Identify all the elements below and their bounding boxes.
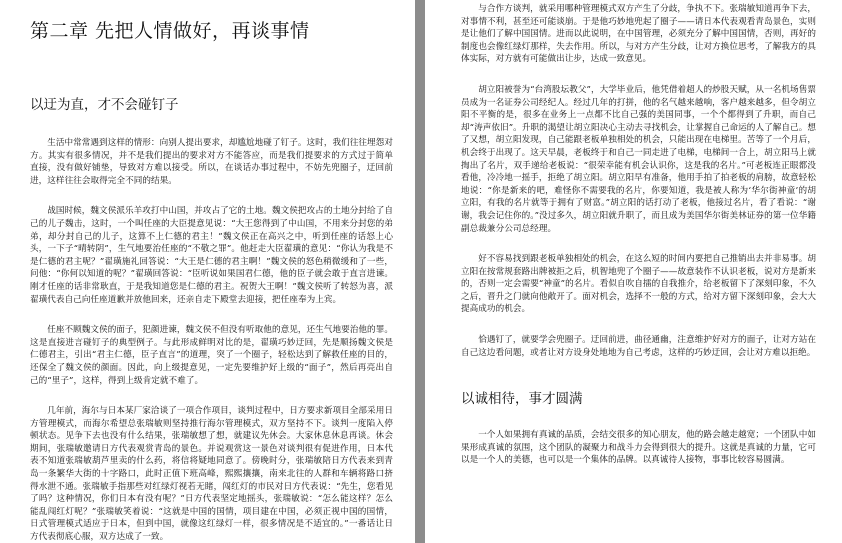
section-title: 以诚相待，事才圆满	[461, 391, 583, 408]
paragraph: 生活中常常遇到这样的情形：向别人提出要求，却尴尬地碰了钉子。这时，我们往往埋怨对方。其实有很多情况，并不是我们提出的要求对方不能答应，而是我们提要求的方式过于简单直接，没有做好铺垫，导致对方难以接受。所以，在谈话办事过程中，不妨先兜圈子，迂回前进，这样往往会取得完全不同的结果。	[30, 138, 393, 186]
paragraph: 恰遇钉了，就要学会兜圈子。迂回前进，曲径通幽，注意维护好对方的面子，让对方站在自己这边看问题，或者让对方设身处地地为自己考虑，这样的巧妙迂回，会让对方难以拒绝。	[461, 335, 816, 358]
right-page	[425, 0, 842, 543]
paragraph: 战国时候，魏文侯派乐羊攻打中山国，并攻占了它的土地。魏文侯把攻占的土地分封给了自己的儿子魏击，这时，一个叫任座的大臣提意见说：“大王您得到了中山国，不用来分封您的弟弟，却分封自己的儿子，这算不上仁德的君主！”魏文侯正在高兴之中，听到任座的话怒上心头，一下子“晴转阴”，生气地要治任座的“不敬之罪”。他赶走大臣翟璜的意见：“你认为我是不是仁德的君主呢？”翟璜施礼回答说：“大王是仁德的君主啊！”魏文侯的怒色稍微缓和了一些，问他：“你何以知道的呢？”翟璜回答说：“臣听说如果国君仁德，他的臣子就会敢于直言进谏。刚才任座的话非常耿直，于是我知道您是仁德的君主。祝贺大王啊！”魏文侯听了转怒为喜，派翟璜代表自己向任座道歉并放他回来，还亲自走下殿堂去迎接，把任座奉为上宾。	[30, 206, 393, 305]
paragraph: 与合作方谈判，就采用哪种管理模式双方产生了分歧，争执不下。张瑞敏知道再争下去，对事情不利，甚至还可能谈崩。于是他巧妙地兜起了圈子——请日本代表观看青岛景色，实则是让他们了解中国国情。进而以此说明，在中国管理，必须充分了解中国国情，否则，再好的制度也会像红绿灯那样，失去作用。所以，与对方产生分歧，让对方换位思考，了解我方的具体实际，对方就有可能做出让步，达成一致意见。	[461, 4, 816, 65]
paragraph: 胡立阳被誉为“台湾股坛教父”，大学毕业后，他凭借着超人的炒股天赋，从一名机场售票员成为一名证券公司经纪人。经过几年的打拼，他的名气越来越响，客户越来越多，但令胡立阳不平衡的是，很多在业务上一点都不比自己强的美国同事，一个个都得到了升职，而自己却“涛声依旧”。升职的渴望让胡立阳决心主动去寻找机会，让掌握自己命运的人了解自己。想了又想，胡立阳发现，自己能跟老板单独相处的机会，只能出现在电梯里。苦等了一个月后，机会终于出现了。这天早晨，老板终于和自己一同走进了电梯，电梯间一合上，胡立阳马上就掏出了名片，双手递给老板说：“很荣幸能有机会认识你，这是我的名片。”可老板连正眼都没看他，冷冷地一摇手，拒绝了胡立阳。胡立阳早有准备，他用手拍了拍老板的肩膀，故意轻松地说：“你是新来的吧，难怪你不需要我的名片，你要知道，我是被人称为‘华尔街神童’的胡立阳，有我的名片就等于拥有了财富。”胡立阳的话打动了老板，他接过名片，看了看说：“谢谢，我会记住你的。”没过多久，胡立阳就升职了，而且成为美国华尔街美林证券的第一位华籍副总裁兼分公司总经理。	[461, 84, 816, 234]
chapter-title: 第二章 先把人情做好，再谈事情	[30, 20, 310, 42]
left-page	[0, 0, 415, 543]
paragraph: 一个人如果拥有真诚的品质，会结交很多的知心朋友，他的路会越走越宽；一个团队中如果形成真诚的氛围，这个团队的凝聚力和战斗力会得到很大的提升。这就是真诚的力量，它可以是一个人的美德，也可以是一个集体的品牌。以真诚待人接物，事事比较容易圆满。	[461, 430, 816, 466]
paragraph: 好不容易找到跟老板单独相处的机会，在这么短的时间内要把自己推销出去并非易事。胡立阳在按常规套路出牌被拒之后，机智地兜了个圈子——故意装作不认识老板，说对方是新来的，否则一定会需要“神童”的名片。看似自吹自擂的自我推介，给老板留下了深刻印象，不久之后，晋升之门就向他敞开了。面对机会，选择不一般的方式，给对方留下深刻印象，会大大提高成功的机会。	[461, 254, 816, 315]
page-gutter	[415, 0, 425, 543]
paragraph: 几年前，海尔与日本某厂家洽谈了一项合作项目，谈判过程中，日方要求新项目全部采用日方管理模式，而海尔希望总张瑞敏则坚持推行海尔管理模式，双方坚持不下。谈判一度陷入停顿状态。见争下去也没有什么结果，张瑞敏想了想，就建议先休会。大家休息休息再谈。休会期间，张瑞敏邀请日方代表观赏青岛的景色。并说观赏这一景色对谈判很有促进作用，日本代表不知道张瑞敏葫芦里卖的什么药，将信将疑地同意了。傍晚时分，张瑞敏陪日方代表来到青岛一条繁华大街的十字路口，此时正值下班高峰，熙熙攘攘，南来北往的人群和车辆将路口挤得水泄不通。张瑞敏手指那些对红绿灯视若无睹，闯红灯的市民对日方代表说：“先生，您看见了吗？这种情况，你们日本有没有呢？”日方代表坚定地摇头，张瑞敏说：“怎么能这样？怎么能乱闯红灯呢？”张瑞敏笑着说：“这就是中国的国情，项目建在中国，必须正视中国的国情，日式管理模式适应于日本，但到中国，就像这红绿灯一样，很多情况是不适宜的。”一番话让日方代表彻底心服，双方达成了一致。	[30, 406, 393, 543]
paragraph: 任座不顾魏文侯的面子，犯颜进谏，魏文侯不但没有听取他的意见，还生气地要治他的罪。这是直接进言碰钉子的典型例子。与此形成鲜明对比的是，翟璜巧妙迂回，先是顺扬魏文侯是仁德君主，引出“君主仁德，臣子直言”的道理，突了一个圈子，轻松达到了解救任座的目的，还保全了魏文侯的颜面。因此，向上级提意见，一定先要维护好上级的“面子”，然后再亮出自己的“里子”，这样，得到上级肯定就不难了。	[30, 325, 393, 386]
section-title: 以迂为直，才不会碰钉子	[30, 97, 179, 113]
